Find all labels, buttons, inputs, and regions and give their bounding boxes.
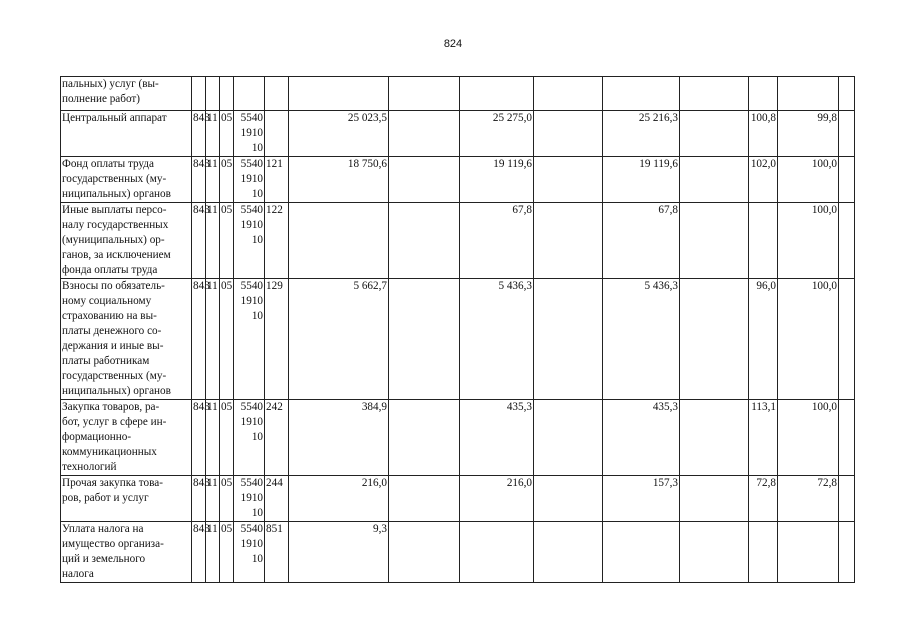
- table-row: [61, 203, 855, 279]
- empty-cell: [534, 476, 603, 522]
- row-name-line: коммуникационных: [62, 446, 157, 458]
- amount-cell-1: 25 023,5: [289, 111, 389, 157]
- empty-cell: [680, 400, 749, 476]
- row-name-line: формационно-: [62, 431, 132, 443]
- empty-cell: [534, 522, 603, 583]
- percent-cell-2: [778, 522, 839, 583]
- row-name-cell: [61, 400, 192, 476]
- row-name-cell: [61, 157, 192, 203]
- section-code-cell: 11: [206, 157, 220, 203]
- empty-cell: [389, 77, 460, 111]
- empty-cell: [680, 77, 749, 111]
- empty-cell: [680, 157, 749, 203]
- table-row: [61, 111, 855, 157]
- target-article-cell: [234, 203, 265, 279]
- amount-cell-2: 435,3: [460, 400, 534, 476]
- row-name-line: технологий: [62, 461, 117, 473]
- section-code-cell: 11: [206, 203, 220, 279]
- amount-cell-3: 25 216,3: [603, 111, 680, 157]
- row-name-cell: [61, 203, 192, 279]
- table-row: [61, 279, 855, 400]
- empty-cell: [680, 111, 749, 157]
- empty-cell: [389, 400, 460, 476]
- target-article-cell: [234, 476, 265, 522]
- table-row: [61, 77, 855, 111]
- empty-cell: [389, 111, 460, 157]
- percent-cell-1: [749, 522, 778, 583]
- target-article-line: 1910: [240, 492, 263, 504]
- empty-cell: [839, 522, 855, 583]
- amount-cell-1: 18 750,6: [289, 157, 389, 203]
- row-name-line: Уплата налога на: [62, 523, 144, 535]
- target-article-line: 1910: [240, 538, 263, 550]
- empty-cell: [389, 522, 460, 583]
- table-body: [61, 77, 855, 583]
- row-name-line: бот, услуг в сфере ин-: [62, 416, 167, 428]
- empty-cell: [680, 522, 749, 583]
- target-article-cell: [234, 279, 265, 400]
- row-name-line: фонда оплаты труда: [62, 264, 158, 276]
- target-article-cell: [234, 77, 265, 111]
- table-row: [61, 157, 855, 203]
- target-article-line: 1910: [240, 416, 263, 428]
- table-row: [61, 400, 855, 476]
- empty-cell: [839, 476, 855, 522]
- target-article-line: 5540: [240, 523, 263, 535]
- empty-cell: [389, 279, 460, 400]
- target-article-cell: [234, 522, 265, 583]
- empty-cell: [534, 279, 603, 400]
- subsection-code-cell: 05: [220, 522, 234, 583]
- amount-cell-1: 384,9: [289, 400, 389, 476]
- ministry-code-cell: 843: [192, 400, 206, 476]
- empty-cell: [534, 400, 603, 476]
- row-name-line: имущество организа-: [62, 538, 164, 550]
- row-name-cell: [61, 522, 192, 583]
- empty-cell: [839, 203, 855, 279]
- percent-cell-1: 72,8: [749, 476, 778, 522]
- row-name-line: Иные выплаты персо-: [62, 204, 167, 216]
- page-number: 824: [443, 38, 463, 50]
- empty-cell: [534, 111, 603, 157]
- section-code-cell: 11: [206, 279, 220, 400]
- row-name-line: ров, работ и услуг: [62, 492, 149, 504]
- percent-cell-2: [778, 77, 839, 111]
- subsection-code-cell: 05: [220, 111, 234, 157]
- row-name-line: платы денежного со-: [62, 325, 162, 337]
- row-name-line: Центральный аппарат: [62, 112, 167, 124]
- empty-cell: [389, 476, 460, 522]
- ministry-code-cell: 843: [192, 522, 206, 583]
- target-article-line: 5540: [240, 112, 263, 124]
- target-article-line: 10: [251, 234, 263, 246]
- amount-cell-1: [289, 77, 389, 111]
- expense-type-cell: [265, 77, 289, 111]
- subsection-code-cell: 05: [220, 279, 234, 400]
- amount-cell-3: 5 436,3: [603, 279, 680, 400]
- row-name-line: ций и земельного: [62, 553, 146, 565]
- amount-cell-2: 67,8: [460, 203, 534, 279]
- target-article-line: 10: [251, 188, 263, 200]
- subsection-code-cell: [220, 77, 234, 111]
- target-article-line: 10: [251, 507, 263, 519]
- amount-cell-3: [603, 77, 680, 111]
- amount-cell-2: [460, 522, 534, 583]
- percent-cell-2: 100,0: [778, 279, 839, 400]
- target-article-line: 1910: [240, 127, 263, 139]
- row-name-line: Прочая закупка това-: [62, 477, 163, 489]
- row-name-line: (муниципальных) ор-: [62, 234, 165, 246]
- amount-cell-3: 157,3: [603, 476, 680, 522]
- subsection-code-cell: 05: [220, 400, 234, 476]
- empty-cell: [534, 157, 603, 203]
- row-name-line: полнение работ): [62, 93, 141, 105]
- target-article-line: 5540: [240, 477, 263, 489]
- amount-cell-2: 19 119,6: [460, 157, 534, 203]
- amount-cell-3: 435,3: [603, 400, 680, 476]
- empty-cell: [839, 157, 855, 203]
- amount-cell-1: 9,3: [289, 522, 389, 583]
- percent-cell-1: 102,0: [749, 157, 778, 203]
- percent-cell-2: 100,0: [778, 203, 839, 279]
- section-code-cell: 11: [206, 476, 220, 522]
- row-name-line: платы работникам: [62, 355, 150, 367]
- target-article-line: 10: [251, 553, 263, 565]
- percent-cell-1: [749, 77, 778, 111]
- target-article-line: 10: [251, 310, 263, 322]
- ministry-code-cell: 843: [192, 157, 206, 203]
- empty-cell: [839, 111, 855, 157]
- target-article-line: 10: [251, 142, 263, 154]
- row-name-line: налу государственных: [62, 219, 169, 231]
- row-name-line: Фонд оплаты труда: [62, 158, 154, 170]
- amount-cell-1: [289, 203, 389, 279]
- amount-cell-2: 25 275,0: [460, 111, 534, 157]
- row-name-line: ниципальных) органов: [62, 188, 171, 200]
- subsection-code-cell: 05: [220, 203, 234, 279]
- row-name-line: Взносы по обязатель-: [62, 280, 165, 292]
- target-article-line: 10: [251, 431, 263, 443]
- target-article-cell: [234, 400, 265, 476]
- ministry-code-cell: [192, 77, 206, 111]
- ministry-code-cell: 843: [192, 111, 206, 157]
- empty-cell: [839, 279, 855, 400]
- target-article-line: 1910: [240, 173, 263, 185]
- row-name-line: страхованию на вы-: [62, 310, 157, 322]
- ministry-code-cell: 843: [192, 476, 206, 522]
- amount-cell-1: 5 662,7: [289, 279, 389, 400]
- ministry-code-cell: 843: [192, 203, 206, 279]
- section-code-cell: 11: [206, 522, 220, 583]
- amount-cell-2: 5 436,3: [460, 279, 534, 400]
- empty-cell: [680, 203, 749, 279]
- expense-type-cell: 122: [265, 203, 289, 279]
- row-name-cell: [61, 279, 192, 400]
- row-name-line: ганов, за исключением: [62, 249, 171, 261]
- target-article-line: 5540: [240, 401, 263, 413]
- empty-cell: [389, 203, 460, 279]
- expense-type-cell: [265, 111, 289, 157]
- target-article-line: 1910: [240, 219, 263, 231]
- expense-type-cell: 121: [265, 157, 289, 203]
- row-name-line: государственных (му-: [62, 173, 167, 185]
- empty-cell: [534, 77, 603, 111]
- amount-cell-3: 67,8: [603, 203, 680, 279]
- empty-cell: [839, 400, 855, 476]
- target-article-line: 5540: [240, 280, 263, 292]
- expense-type-cell: 851: [265, 522, 289, 583]
- row-name-line: держания и иные вы-: [62, 340, 164, 352]
- table-row: [61, 476, 855, 522]
- expense-type-cell: 129: [265, 279, 289, 400]
- row-name-cell: [61, 111, 192, 157]
- empty-cell: [389, 157, 460, 203]
- percent-cell-1: 100,8: [749, 111, 778, 157]
- percent-cell-2: 99,8: [778, 111, 839, 157]
- target-article-line: 5540: [240, 158, 263, 170]
- row-name-cell: [61, 476, 192, 522]
- percent-cell-2: 72,8: [778, 476, 839, 522]
- empty-cell: [534, 203, 603, 279]
- expense-type-cell: 242: [265, 400, 289, 476]
- row-name-line: ниципальных) органов: [62, 385, 171, 397]
- table-row: [61, 522, 855, 583]
- section-code-cell: [206, 77, 220, 111]
- row-name-line: пальных) услуг (вы-: [62, 78, 159, 90]
- percent-cell-2: 100,0: [778, 157, 839, 203]
- row-name-line: государственных (му-: [62, 370, 167, 382]
- row-name-line: налога: [62, 568, 94, 580]
- target-article-line: 1910: [240, 295, 263, 307]
- target-article-cell: [234, 111, 265, 157]
- target-article-cell: [234, 157, 265, 203]
- subsection-code-cell: 05: [220, 157, 234, 203]
- percent-cell-1: 96,0: [749, 279, 778, 400]
- amount-cell-3: [603, 522, 680, 583]
- section-code-cell: 11: [206, 400, 220, 476]
- row-name-line: ному социальному: [62, 295, 152, 307]
- amount-cell-2: 216,0: [460, 476, 534, 522]
- percent-cell-2: 100,0: [778, 400, 839, 476]
- row-name-cell: [61, 77, 192, 111]
- amount-cell-1: 216,0: [289, 476, 389, 522]
- empty-cell: [680, 279, 749, 400]
- amount-cell-3: 19 119,6: [603, 157, 680, 203]
- section-code-cell: 11: [206, 111, 220, 157]
- empty-cell: [839, 77, 855, 111]
- budget-table: [60, 76, 855, 583]
- percent-cell-1: [749, 203, 778, 279]
- expense-type-cell: 244: [265, 476, 289, 522]
- target-article-line: 5540: [240, 204, 263, 216]
- row-name-line: Закупка товаров, ра-: [62, 401, 160, 413]
- ministry-code-cell: 843: [192, 279, 206, 400]
- amount-cell-2: [460, 77, 534, 111]
- subsection-code-cell: 05: [220, 476, 234, 522]
- percent-cell-1: 113,1: [749, 400, 778, 476]
- empty-cell: [680, 476, 749, 522]
